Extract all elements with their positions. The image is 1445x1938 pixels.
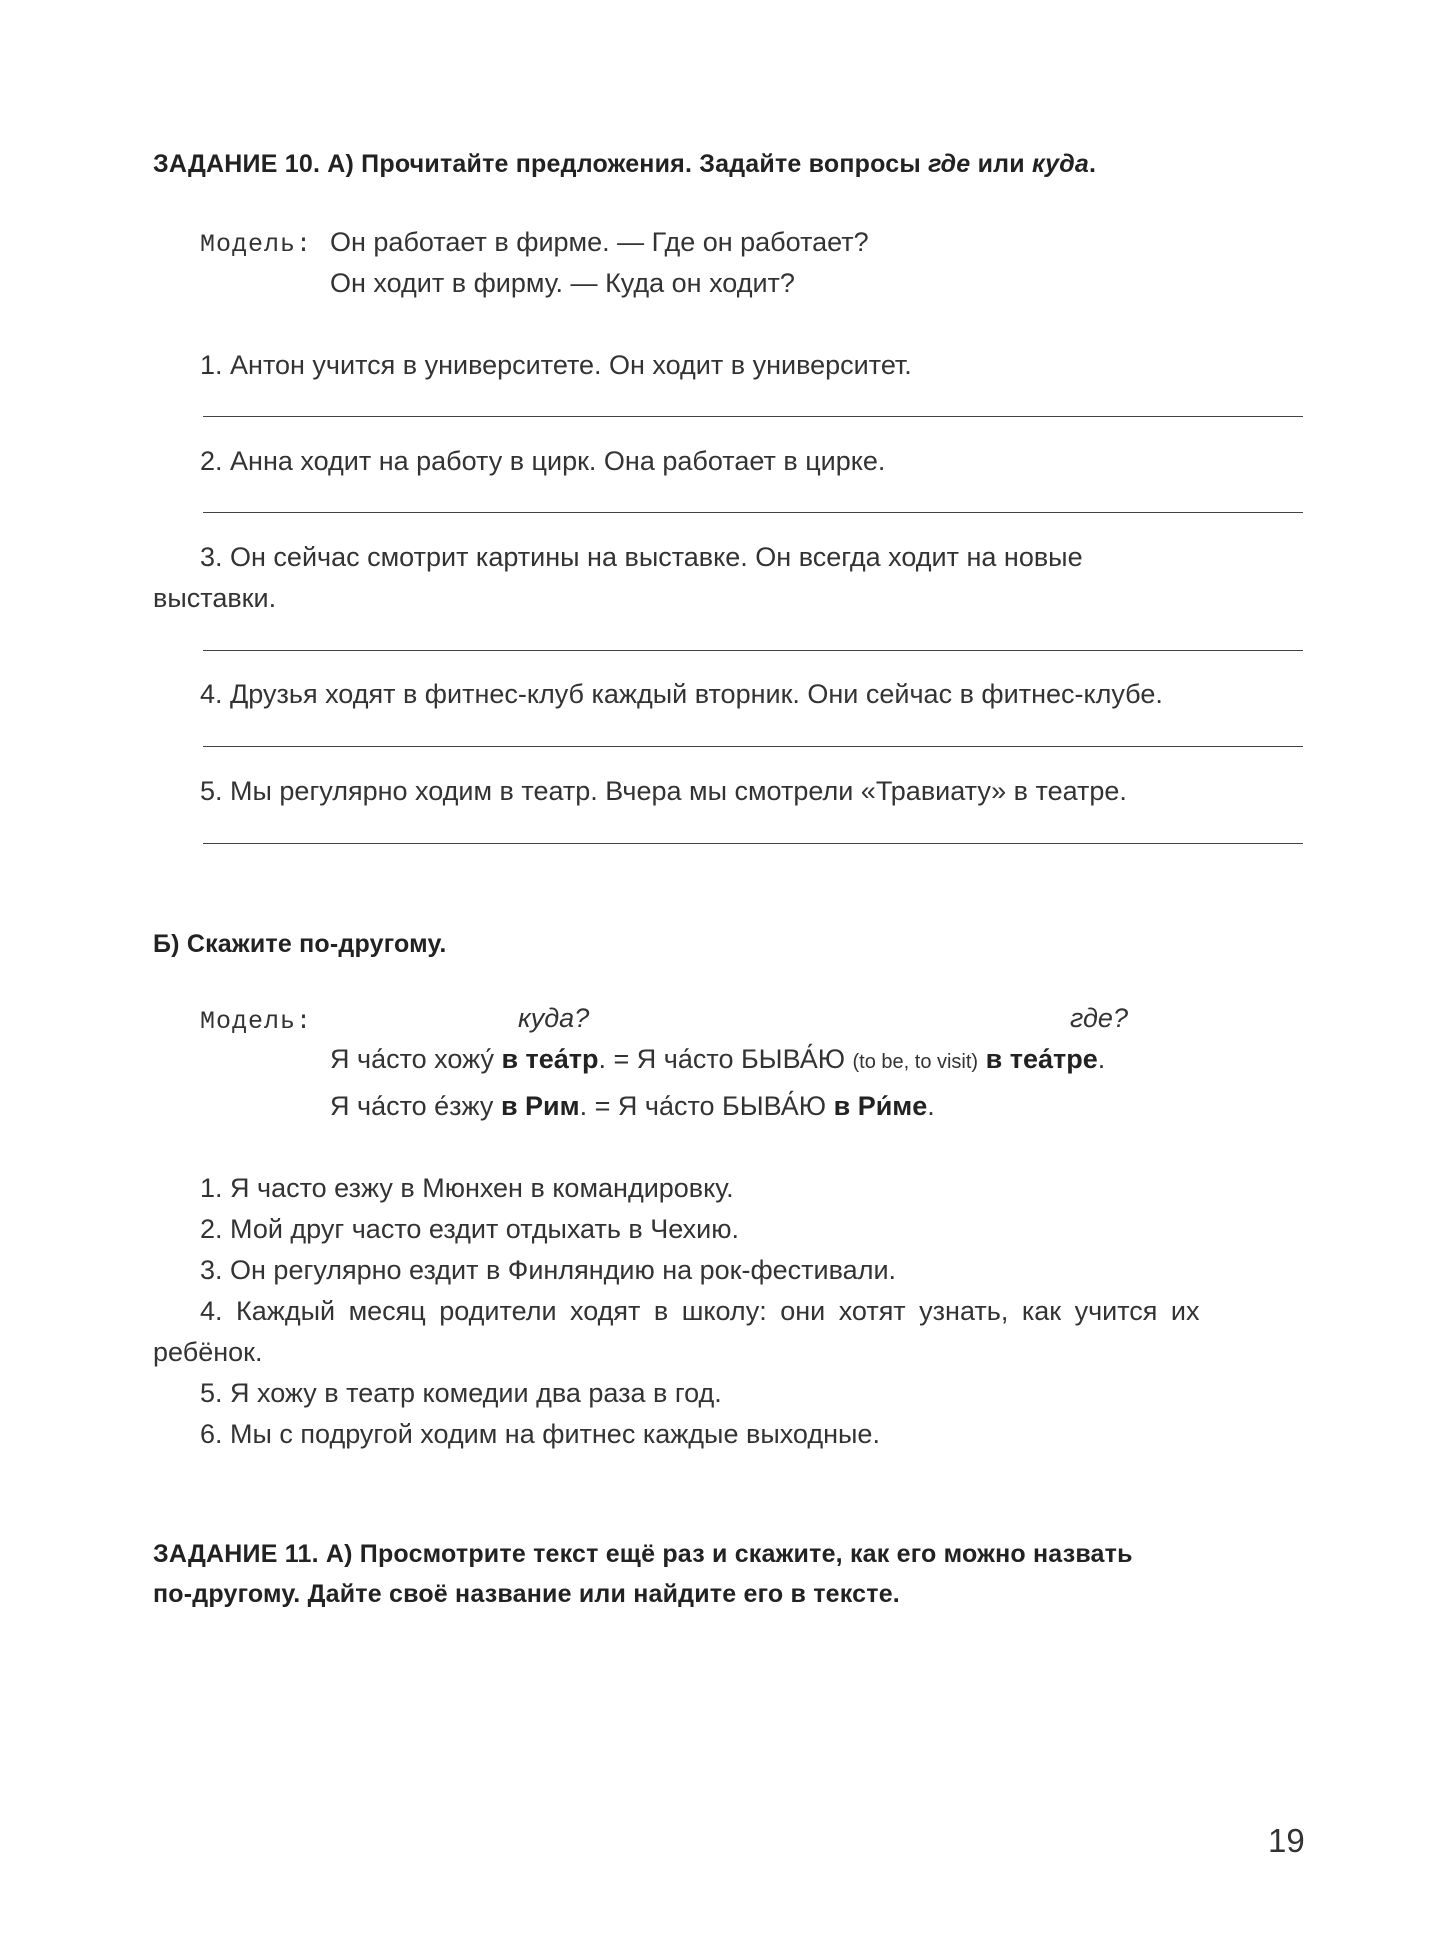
keyword-where: где xyxy=(928,150,971,178)
task-10-heading-text: ЗАДАНИЕ 10. А) Прочитайте предложения. Задайте вопросы xyxy=(153,150,929,178)
exercise-b-item-4-continuation: ребёнок. xyxy=(153,1337,263,1367)
heading-period: . xyxy=(1088,150,1097,178)
exercise-b-item-1: 1. Я часто езжу в Мюнхен в командировку. xyxy=(200,1173,734,1203)
exercise-item-2: 2. Анна ходит на работу в цирк. Она работает в цирке. xyxy=(200,446,886,476)
answer-line-5[interactable] xyxy=(203,843,1303,844)
exercise-item-3-continuation: выставки. xyxy=(153,583,277,613)
answer-line-1[interactable] xyxy=(203,416,1303,417)
example-to-rome: в Рим xyxy=(500,1091,580,1121)
answer-line-2[interactable] xyxy=(203,512,1303,513)
question-where: где? xyxy=(1070,1003,1128,1033)
exercise-item-3: 3. Он сейчас смотрит картины на выставке. Он всегда ходит на новые xyxy=(200,542,1083,572)
task-11-heading-line-2: по-другому. Дайте своё название или найдите его в тексте. xyxy=(153,1580,900,1608)
model-line-1: Он работает в фирме. — Где он работает? xyxy=(330,227,869,257)
part-b-heading: Б) Скажите по-другому. xyxy=(153,930,447,958)
model-b-label: Модель: xyxy=(200,1007,313,1036)
answer-line-4[interactable] xyxy=(203,746,1303,747)
example-to-theatre: в теа́тр xyxy=(501,1044,599,1074)
exercise-item-4: 4. Друзья ходят в фитнес-клуб каждый вторник. Они сейчас в фитнес-клубе. xyxy=(200,679,1163,709)
exercise-b-item-6: 6. Мы с подругой ходим на фитнес каждые выходные. xyxy=(200,1419,880,1449)
page-number: 19 xyxy=(1268,1822,1305,1859)
answer-line-3[interactable] xyxy=(203,650,1303,651)
model-line-2: Он ходит в фирму. — Куда он ходит? xyxy=(330,268,795,298)
exercise-item-1: 1. Антон учится в университете. Он ходит в университет. xyxy=(200,350,912,380)
task-10-heading xyxy=(153,150,1096,179)
question-where-to: куда? xyxy=(518,1003,590,1033)
exercise-b-item-5: 5. Я хожу в театр комедии два раза в год. xyxy=(200,1378,722,1408)
model-b-line-1: Я ча́сто хожу́ в теа́тр. = Я ча́сто БЫВА́Ю (to be, to visit) в теа́тре. xyxy=(330,1044,1106,1074)
model-b-line-2: Я ча́сто е́зжу в Рим. = Я ча́сто БЫВА́Ю в Ри́ме. xyxy=(330,1091,935,1121)
exercise-b-item-4: 4. Каждый месяц родители ходят в школу: они хотят узнать, как учится их xyxy=(200,1296,1200,1326)
keyword-or: или xyxy=(970,150,1032,178)
exercise-b-item-3: 3. Он регулярно ездит в Финляндию на рок-фестивали. xyxy=(200,1255,897,1285)
example-in-rome: в Ри́ме xyxy=(833,1091,928,1121)
model-label: Модель: xyxy=(200,230,313,259)
example-in-theatre: в теа́тре xyxy=(985,1044,1098,1074)
task-11-heading-line-1: ЗАДАНИЕ 11. А) Просмотрите текст ещё раз и скажите, как его можно назвать xyxy=(153,1540,1133,1568)
exercise-b-item-2: 2. Мой друг часто ездит отдыхать в Чехию. xyxy=(200,1214,740,1244)
exercise-item-5: 5. Мы регулярно ходим в театр. Вчера мы смотрели «Травиату» в театре. xyxy=(200,776,1127,806)
english-gloss: (to be, to visit) xyxy=(852,1051,979,1073)
keyword-where-to: куда xyxy=(1031,150,1089,178)
